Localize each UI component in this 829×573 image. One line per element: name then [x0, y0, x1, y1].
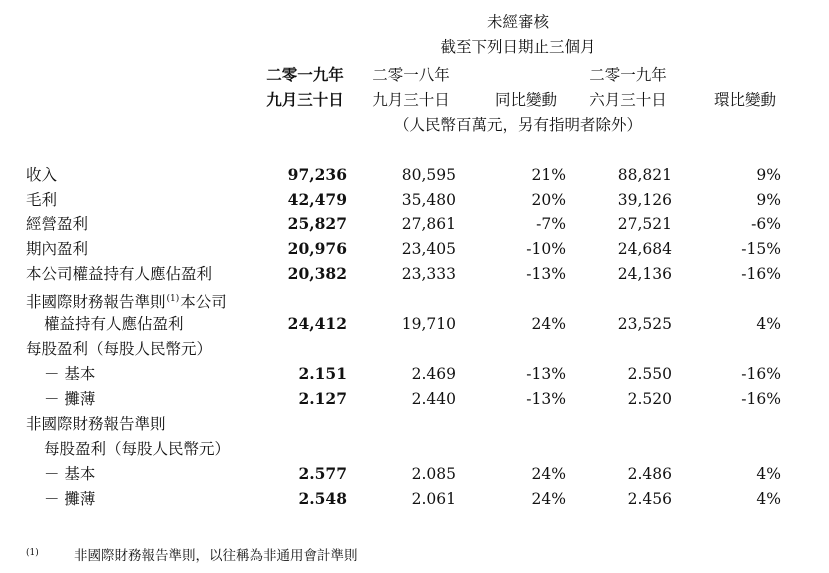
col-2018q3-year: 二零一八年 — [372, 66, 450, 84]
row-label: 每股盈利（每股人民幣元） — [26, 340, 213, 358]
row-label: － 攤薄 — [44, 390, 96, 408]
row-label: 非國際財務報告準則 — [26, 415, 166, 433]
value-2018q3: 23,333 — [401, 265, 456, 283]
value-2019q2: 88,821 — [617, 166, 672, 184]
value-2019q3: 2.577 — [298, 464, 347, 483]
value-2018q3: 27,861 — [401, 215, 456, 233]
value-2019q2: 23,525 — [617, 315, 672, 333]
value-2019q3: 42,479 — [287, 190, 347, 209]
value-qoq: 4% — [756, 465, 781, 483]
col-2019q3-date: 九月三十日 — [266, 90, 344, 109]
unit-note: （人民幣百萬元，另有指明者除外） — [393, 116, 643, 134]
value-2018q3: 2.469 — [411, 365, 456, 383]
value-2019q3: 97,236 — [287, 165, 347, 184]
row-label: 經營盈利 — [26, 215, 89, 233]
value-yoy: -13% — [526, 365, 566, 383]
value-2019q2: 39,126 — [617, 191, 672, 209]
value-yoy: -13% — [526, 265, 566, 283]
row-label: 毛利 — [26, 191, 58, 209]
value-qoq: 4% — [756, 315, 781, 333]
value-2018q3: 19,710 — [401, 315, 456, 333]
footnote-text: 非國際財務報告準則，以往稱為非通用會計準則 — [74, 548, 358, 564]
value-qoq: -16% — [741, 390, 781, 408]
value-2018q3: 2.061 — [411, 490, 456, 508]
value-yoy: 21% — [531, 166, 566, 184]
header-period: 截至下列日期止三個月 — [440, 38, 596, 56]
value-2018q3: 2.440 — [411, 390, 456, 408]
value-2019q2: 24,136 — [617, 265, 672, 283]
footnote-mark: (1) — [26, 548, 39, 558]
col-qoq-header: 環比變動 — [713, 91, 777, 109]
value-2018q3: 35,480 — [401, 191, 456, 209]
col-2019q2-date: 六月三十日 — [589, 91, 667, 109]
value-2018q3: 2.085 — [411, 465, 456, 483]
row-label: 每股盈利（每股人民幣元） — [44, 440, 231, 458]
footnote-ref: (1) — [166, 294, 180, 304]
row-label: － 攤薄 — [44, 490, 96, 508]
row-label: － 基本 — [44, 365, 96, 383]
value-2019q2: 24,684 — [617, 240, 672, 258]
value-2018q3: 23,405 — [401, 240, 456, 258]
col-2019q2-year: 二零一九年 — [589, 66, 667, 84]
value-2019q2: 2.550 — [627, 365, 672, 383]
value-yoy: -7% — [536, 215, 566, 233]
value-2019q3: 20,382 — [287, 264, 347, 283]
value-qoq: -6% — [751, 215, 781, 233]
value-qoq: 4% — [756, 490, 781, 508]
row-label: － 基本 — [44, 465, 96, 483]
row-label: 期內盈利 — [26, 240, 89, 258]
value-2019q3: 24,412 — [287, 314, 347, 333]
value-qoq: -15% — [741, 240, 781, 258]
value-yoy: 20% — [531, 191, 566, 209]
value-2019q3: 2.151 — [298, 364, 347, 383]
label-part-b: 本公司 — [180, 293, 227, 311]
value-2019q3: 2.127 — [298, 389, 347, 408]
row-label-non-ifrs — [26, 289, 227, 312]
value-2019q2: 2.486 — [627, 465, 672, 483]
value-2019q3: 2.548 — [298, 489, 347, 508]
value-2019q2: 2.456 — [627, 490, 672, 508]
value-2019q2: 27,521 — [617, 215, 672, 233]
row-label: 權益持有人應佔盈利 — [44, 315, 184, 333]
value-2019q2: 2.520 — [627, 390, 672, 408]
value-qoq: 9% — [756, 191, 781, 209]
header-unaudited: 未經審核 — [486, 13, 550, 31]
value-yoy: 24% — [531, 465, 566, 483]
value-qoq: -16% — [741, 365, 781, 383]
label-part-a: 非國際財務報告準則 — [26, 293, 166, 311]
value-2019q3: 20,976 — [287, 239, 347, 258]
col-yoy-header: 同比變動 — [494, 91, 558, 109]
value-yoy: 24% — [531, 315, 566, 333]
value-2019q3: 25,827 — [287, 214, 347, 233]
col-2018q3-date: 九月三十日 — [372, 91, 450, 109]
row-label: 本公司權益持有人應佔盈利 — [26, 265, 213, 283]
col-2019q3-year: 二零一九年 — [266, 65, 344, 84]
value-qoq: 9% — [756, 166, 781, 184]
value-yoy: 24% — [531, 490, 566, 508]
value-yoy: -13% — [526, 390, 566, 408]
value-2018q3: 80,595 — [401, 166, 456, 184]
row-label: 收入 — [26, 166, 58, 184]
value-yoy: -10% — [526, 240, 566, 258]
value-qoq: -16% — [741, 265, 781, 283]
